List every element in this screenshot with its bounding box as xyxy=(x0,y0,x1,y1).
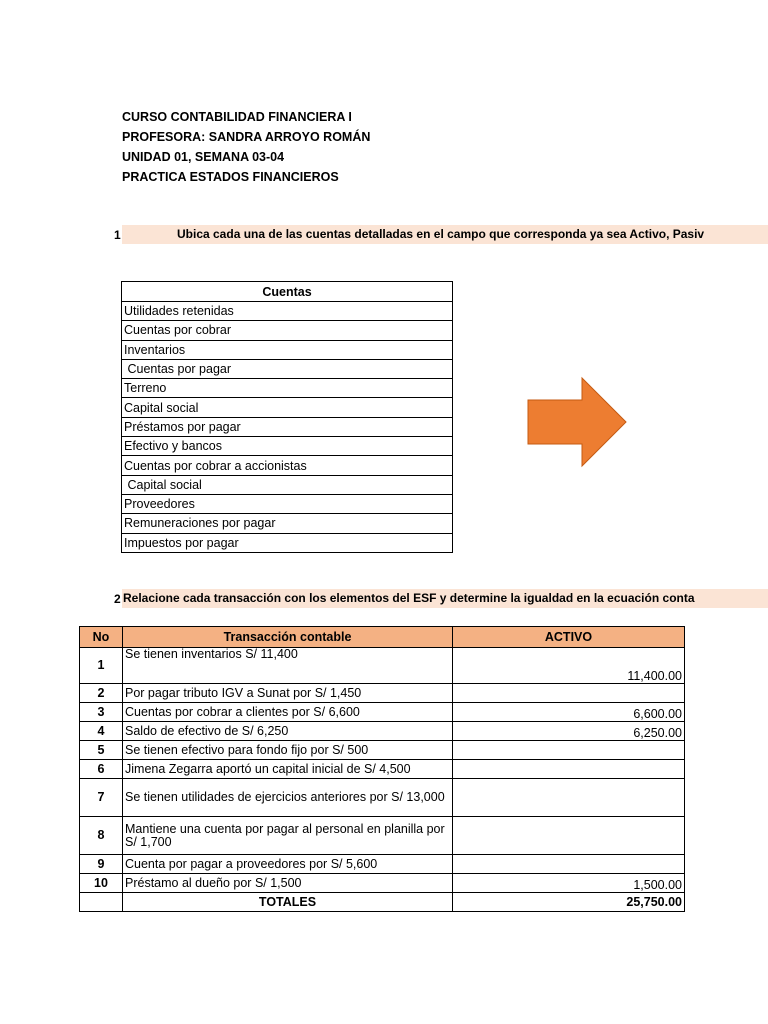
cuentas-row xyxy=(122,321,453,340)
totals-row xyxy=(80,893,685,912)
cuenta-name: Impuestos por pagar xyxy=(122,533,453,552)
transaction-description: Cuenta por pagar a proveedores por S/ 5,600 xyxy=(123,855,453,874)
transaction-row xyxy=(80,779,685,817)
transaction-row xyxy=(80,817,685,855)
cuentas-row xyxy=(122,514,453,533)
totals-value: 25,750.00 xyxy=(453,893,685,912)
cuentas-row xyxy=(122,456,453,475)
question-2-text: Relacione cada transacción con los elementos del ESF y determine la igualdad en la ecuación conta xyxy=(122,589,768,608)
cuenta-name: Cuentas por cobrar xyxy=(122,321,453,340)
activo-amount: 6,250.00 xyxy=(453,722,685,741)
cuentas-row xyxy=(122,359,453,378)
transaction-number: 6 xyxy=(80,760,123,779)
transaction-number: 5 xyxy=(80,741,123,760)
cuentas-row xyxy=(122,417,453,436)
transaction-number: 9 xyxy=(80,855,123,874)
cuenta-name: Terreno xyxy=(122,379,453,398)
transaction-row xyxy=(80,722,685,741)
transaction-row xyxy=(80,760,685,779)
activo-amount: 11,400.00 xyxy=(453,648,685,684)
transaction-description: Se tienen inventarios S/ 11,400 xyxy=(123,648,453,684)
transaction-row xyxy=(80,855,685,874)
professor-line: PROFESORA: SANDRA ARROYO ROMÁN xyxy=(122,130,371,144)
cuentas-row xyxy=(122,379,453,398)
col-activo-header: ACTIVO xyxy=(453,627,685,648)
totals-empty-cell xyxy=(80,893,123,912)
transaction-description: Jimena Zegarra aportó un capital inicial de S/ 4,500 xyxy=(123,760,453,779)
transaction-row xyxy=(80,703,685,722)
transaction-number: 8 xyxy=(80,817,123,855)
question-2-number: 2 xyxy=(114,592,121,606)
course-title: CURSO CONTABILIDAD FINANCIERA I xyxy=(122,110,352,124)
cuenta-name: Capital social xyxy=(122,398,453,417)
activo-amount: 1,500.00 xyxy=(453,874,685,893)
transaction-row xyxy=(80,741,685,760)
transaction-number: 4 xyxy=(80,722,123,741)
cuenta-name: Inventarios xyxy=(122,340,453,359)
col-no-header: No xyxy=(80,627,123,648)
transaction-description: Mantiene una cuenta por pagar al personal en planilla por S/ 1,700 xyxy=(123,817,453,855)
transaction-description: Cuentas por cobrar a clientes por S/ 6,600 xyxy=(123,703,453,722)
transaction-description: Se tienen utilidades de ejercicios anteriores por S/ 13,000 xyxy=(123,779,453,817)
cuentas-header: Cuentas xyxy=(122,282,453,302)
transaction-number: 1 xyxy=(80,648,123,684)
cuenta-name: Cuentas por pagar xyxy=(122,359,453,378)
totals-label: TOTALES xyxy=(123,893,453,912)
cuenta-name: Cuentas por cobrar a accionistas xyxy=(122,456,453,475)
unit-line: UNIDAD 01, SEMANA 03-04 xyxy=(122,150,285,164)
cuentas-row xyxy=(122,302,453,321)
cuenta-name: Remuneraciones por pagar xyxy=(122,514,453,533)
cuentas-row xyxy=(122,533,453,552)
transaction-number: 2 xyxy=(80,684,123,703)
transaction-number: 10 xyxy=(80,874,123,893)
transaction-row xyxy=(80,684,685,703)
transaction-number: 3 xyxy=(80,703,123,722)
cuenta-name: Utilidades retenidas xyxy=(122,302,453,321)
transaction-description: Por pagar tributo IGV a Sunat por S/ 1,450 xyxy=(123,684,453,703)
col-transaction-header: Transacción contable xyxy=(123,627,453,648)
question-1-text: Ubica cada una de las cuentas detalladas en el campo que corresponda ya sea Activo, Pasiv xyxy=(122,225,768,244)
transaction-description: Se tienen efectivo para fondo fijo por S/ 500 xyxy=(123,741,453,760)
cuentas-row xyxy=(122,340,453,359)
cuentas-row xyxy=(122,494,453,513)
transaction-description: Préstamo al dueño por S/ 1,500 xyxy=(123,874,453,893)
transaction-description: Saldo de efectivo de S/ 6,250 xyxy=(123,722,453,741)
practice-title: PRACTICA ESTADOS FINANCIEROS xyxy=(122,170,339,184)
activo-amount xyxy=(453,817,685,855)
cuenta-name: Capital social xyxy=(122,475,453,494)
activo-amount xyxy=(453,855,685,874)
transaction-row xyxy=(80,648,685,684)
activo-amount xyxy=(453,760,685,779)
activo-amount: 6,600.00 xyxy=(453,703,685,722)
transaction-row xyxy=(80,874,685,893)
transactions-table xyxy=(79,626,685,912)
cuentas-row xyxy=(122,475,453,494)
cuentas-row xyxy=(122,398,453,417)
transaction-number: 7 xyxy=(80,779,123,817)
cuentas-row xyxy=(122,437,453,456)
activo-amount xyxy=(453,741,685,760)
right-arrow-icon xyxy=(526,376,630,470)
activo-amount xyxy=(453,779,685,817)
activo-amount xyxy=(453,684,685,703)
cuentas-table xyxy=(121,281,453,553)
cuenta-name: Proveedores xyxy=(122,494,453,513)
cuenta-name: Préstamos por pagar xyxy=(122,417,453,436)
cuenta-name: Efectivo y bancos xyxy=(122,437,453,456)
question-1-number: 1 xyxy=(114,228,121,242)
